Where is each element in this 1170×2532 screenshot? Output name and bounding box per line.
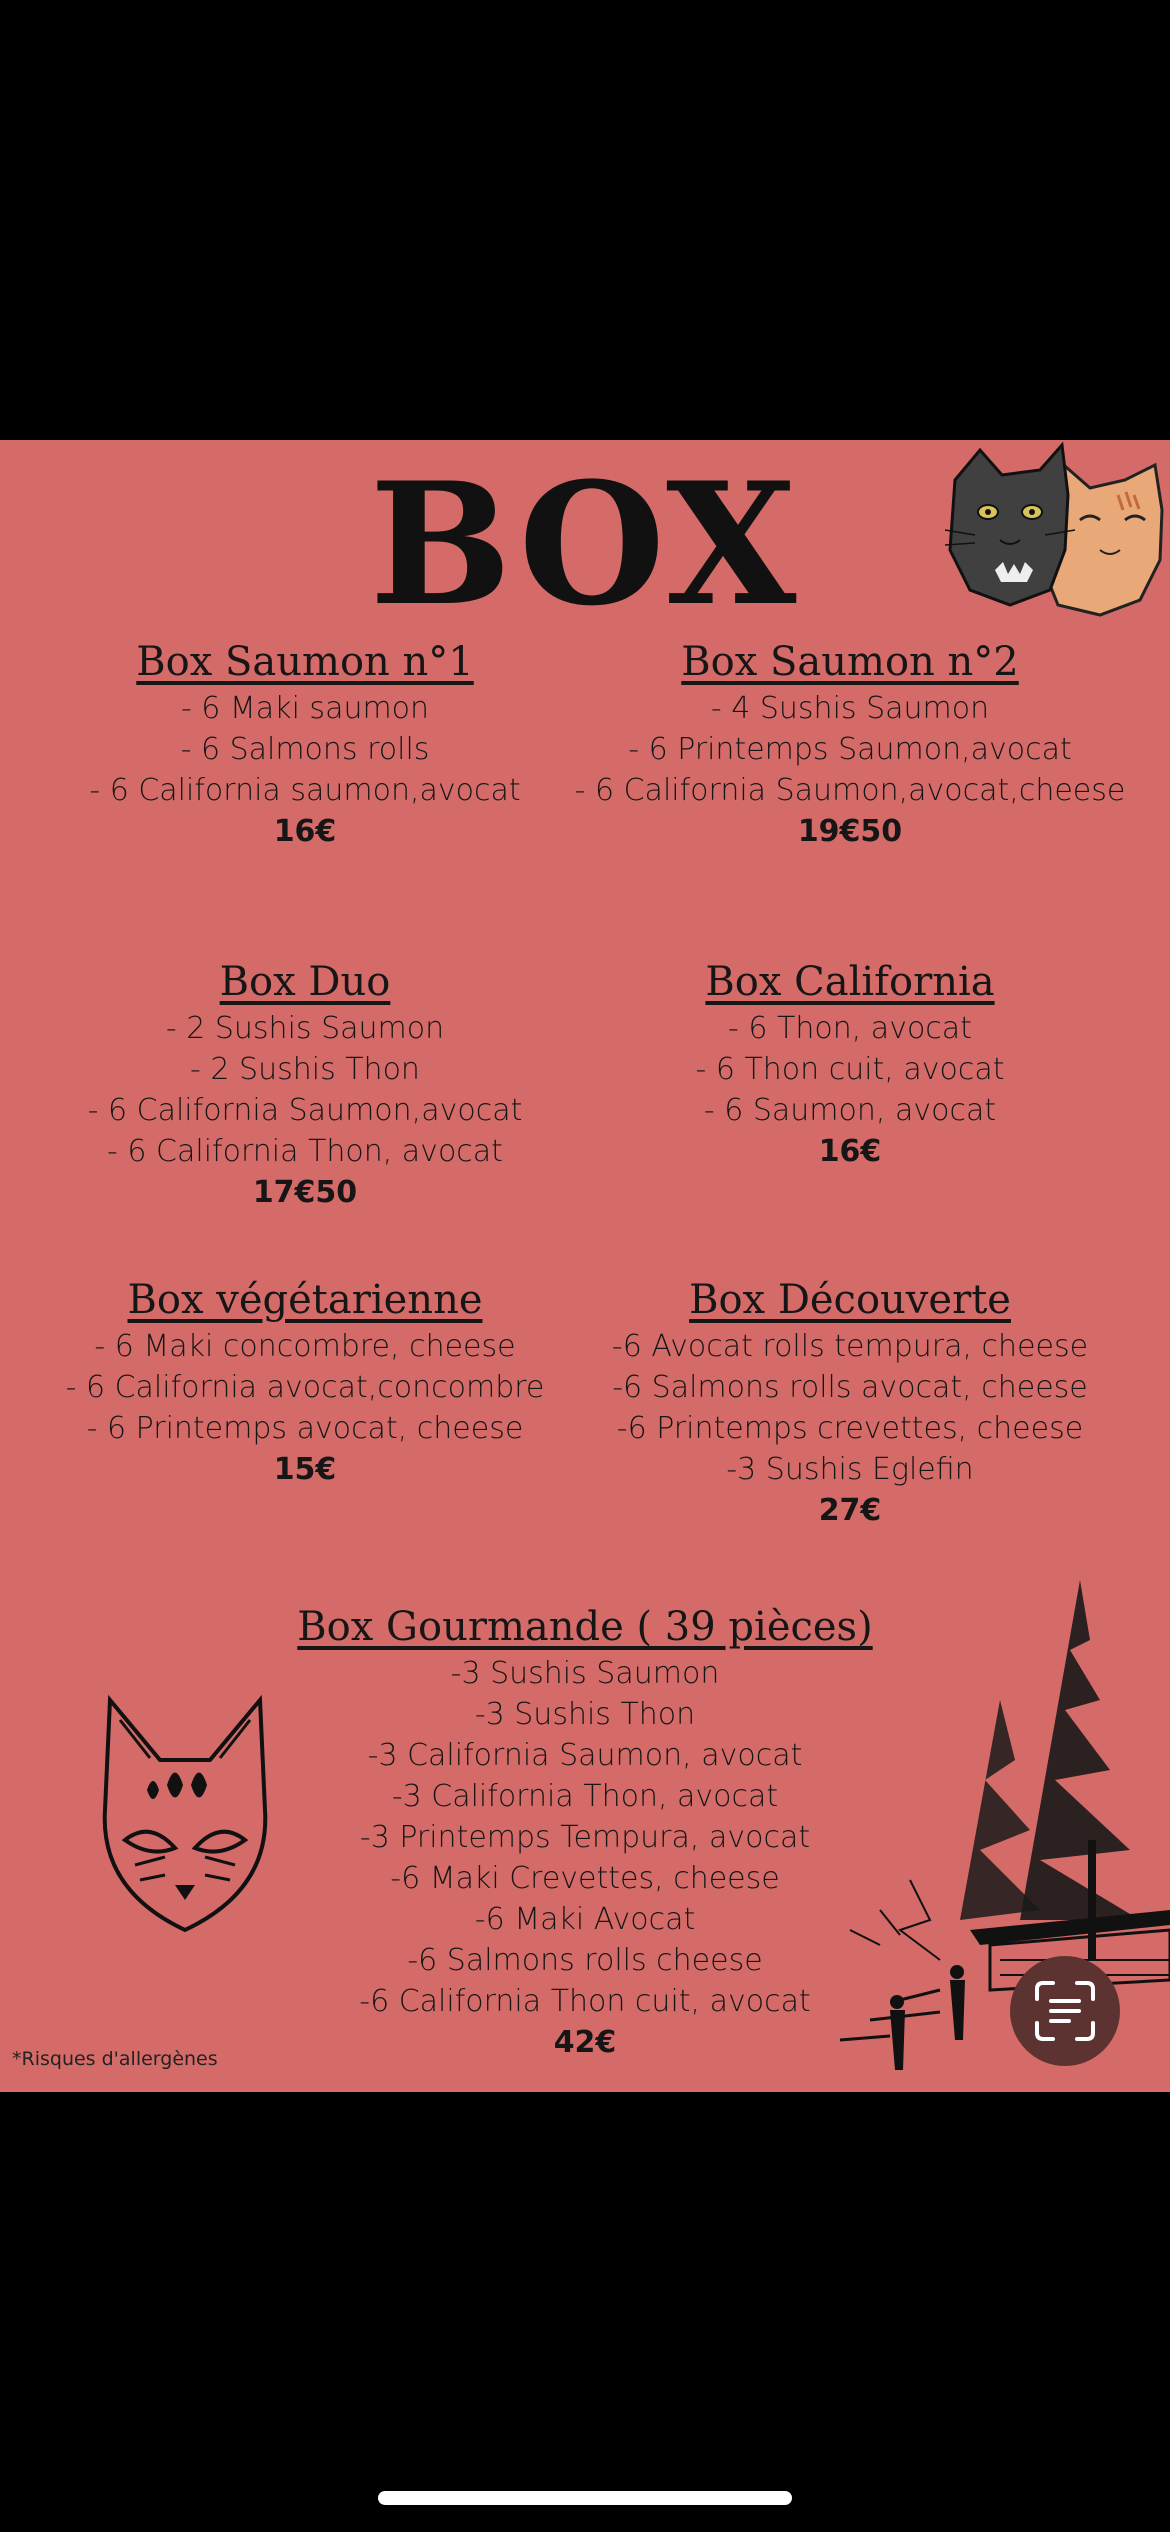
box-item: - 6 California Thon, avocat <box>107 1134 503 1169</box>
menu-image <box>0 440 1170 2092</box>
box-item: - 4 Sushis Saumon <box>710 691 990 726</box>
box-title: Box végétarienne <box>127 1277 483 1323</box>
box-item: -6 California Thon cuit, avocat <box>359 1984 811 2019</box>
box-decouverte <box>560 1278 1140 1531</box>
box-item: -6 Maki Avocat <box>474 1902 696 1937</box>
box-price: 15€ <box>273 1452 337 1487</box>
box-duo <box>0 960 610 1213</box>
box-item: -3 Sushis Eglefin <box>726 1452 974 1487</box>
box-california <box>560 960 1140 1172</box>
box-item: - 6 Salmons rolls <box>180 732 430 767</box>
box-price: 42€ <box>553 2025 617 2060</box>
cats-illustration <box>940 440 1170 620</box>
box-item: - 2 Sushis Saumon <box>165 1011 445 1046</box>
box-price: 19€50 <box>797 814 903 849</box>
box-item: - 6 Maki saumon <box>180 691 430 726</box>
box-item: - 6 California saumon,avocat <box>89 773 521 808</box>
box-item: - 6 Printemps Saumon,avocat <box>628 732 1072 767</box>
box-item: -3 Sushis Saumon <box>450 1656 720 1691</box>
live-text-scan-icon <box>1033 1979 1097 2043</box>
box-price: 16€ <box>818 1134 882 1169</box>
box-item: -6 Printemps crevettes, cheese <box>616 1411 1084 1446</box>
box-item: -3 California Thon, avocat <box>391 1779 779 1814</box>
box-item: - 6 Maki concombre, cheese <box>94 1329 516 1364</box>
box-title: Box Saumon n°1 <box>136 639 474 685</box>
box-item: -3 Printemps Tempura, avocat <box>359 1820 811 1855</box>
box-item: - 6 California Saumon,avocat <box>87 1093 523 1128</box>
box-price: 16€ <box>273 814 337 849</box>
page-title: BOX <box>369 445 801 643</box>
box-item: -6 Maki Crevettes, cheese <box>390 1861 780 1896</box>
home-indicator[interactable] <box>378 2491 792 2505</box>
box-item: - 6 Saumon, avocat <box>703 1093 997 1128</box>
box-title: Box California <box>705 959 995 1005</box>
box-item: - 6 Thon cuit, avocat <box>695 1052 1005 1087</box>
box-item: - 6 California avocat,concombre <box>65 1370 545 1405</box>
box-item: -6 Salmons rolls cheese <box>407 1943 763 1978</box>
box-price: 17€50 <box>252 1175 358 1210</box>
allergy-note: *Risques d'allergènes <box>12 2048 218 2070</box>
box-title: Box Saumon n°2 <box>681 639 1019 685</box>
box-item: -3 Sushis Thon <box>474 1697 696 1732</box>
box-item: - 6 California Saumon,avocat,cheese <box>574 773 1126 808</box>
box-saumon-1 <box>0 640 610 852</box>
box-title: Box Découverte <box>689 1277 1011 1323</box>
box-price: 27€ <box>818 1493 882 1528</box>
box-item: -6 Avocat rolls tempura, cheese <box>611 1329 1089 1364</box>
box-item: - 2 Sushis Thon <box>190 1052 420 1087</box>
japanese-temple-landscape <box>840 1580 1170 2092</box>
box-saumon-2 <box>560 640 1140 852</box>
kitsune-mask-icon <box>95 1690 275 1940</box>
box-vegetarienne <box>0 1278 610 1490</box>
box-item: -3 California Saumon, avocat <box>367 1738 803 1773</box>
box-gourmande <box>285 1605 885 2063</box>
box-item: - 6 Printemps avocat, cheese <box>86 1411 524 1446</box>
box-item: -6 Salmons rolls avocat, cheese <box>612 1370 1088 1405</box>
live-text-scan-button[interactable] <box>1010 1956 1120 2066</box>
box-item: - 6 Thon, avocat <box>728 1011 972 1046</box>
box-title: Box Gourmande ( 39 pièces) <box>297 1604 873 1650</box>
box-title: Box Duo <box>219 959 391 1005</box>
